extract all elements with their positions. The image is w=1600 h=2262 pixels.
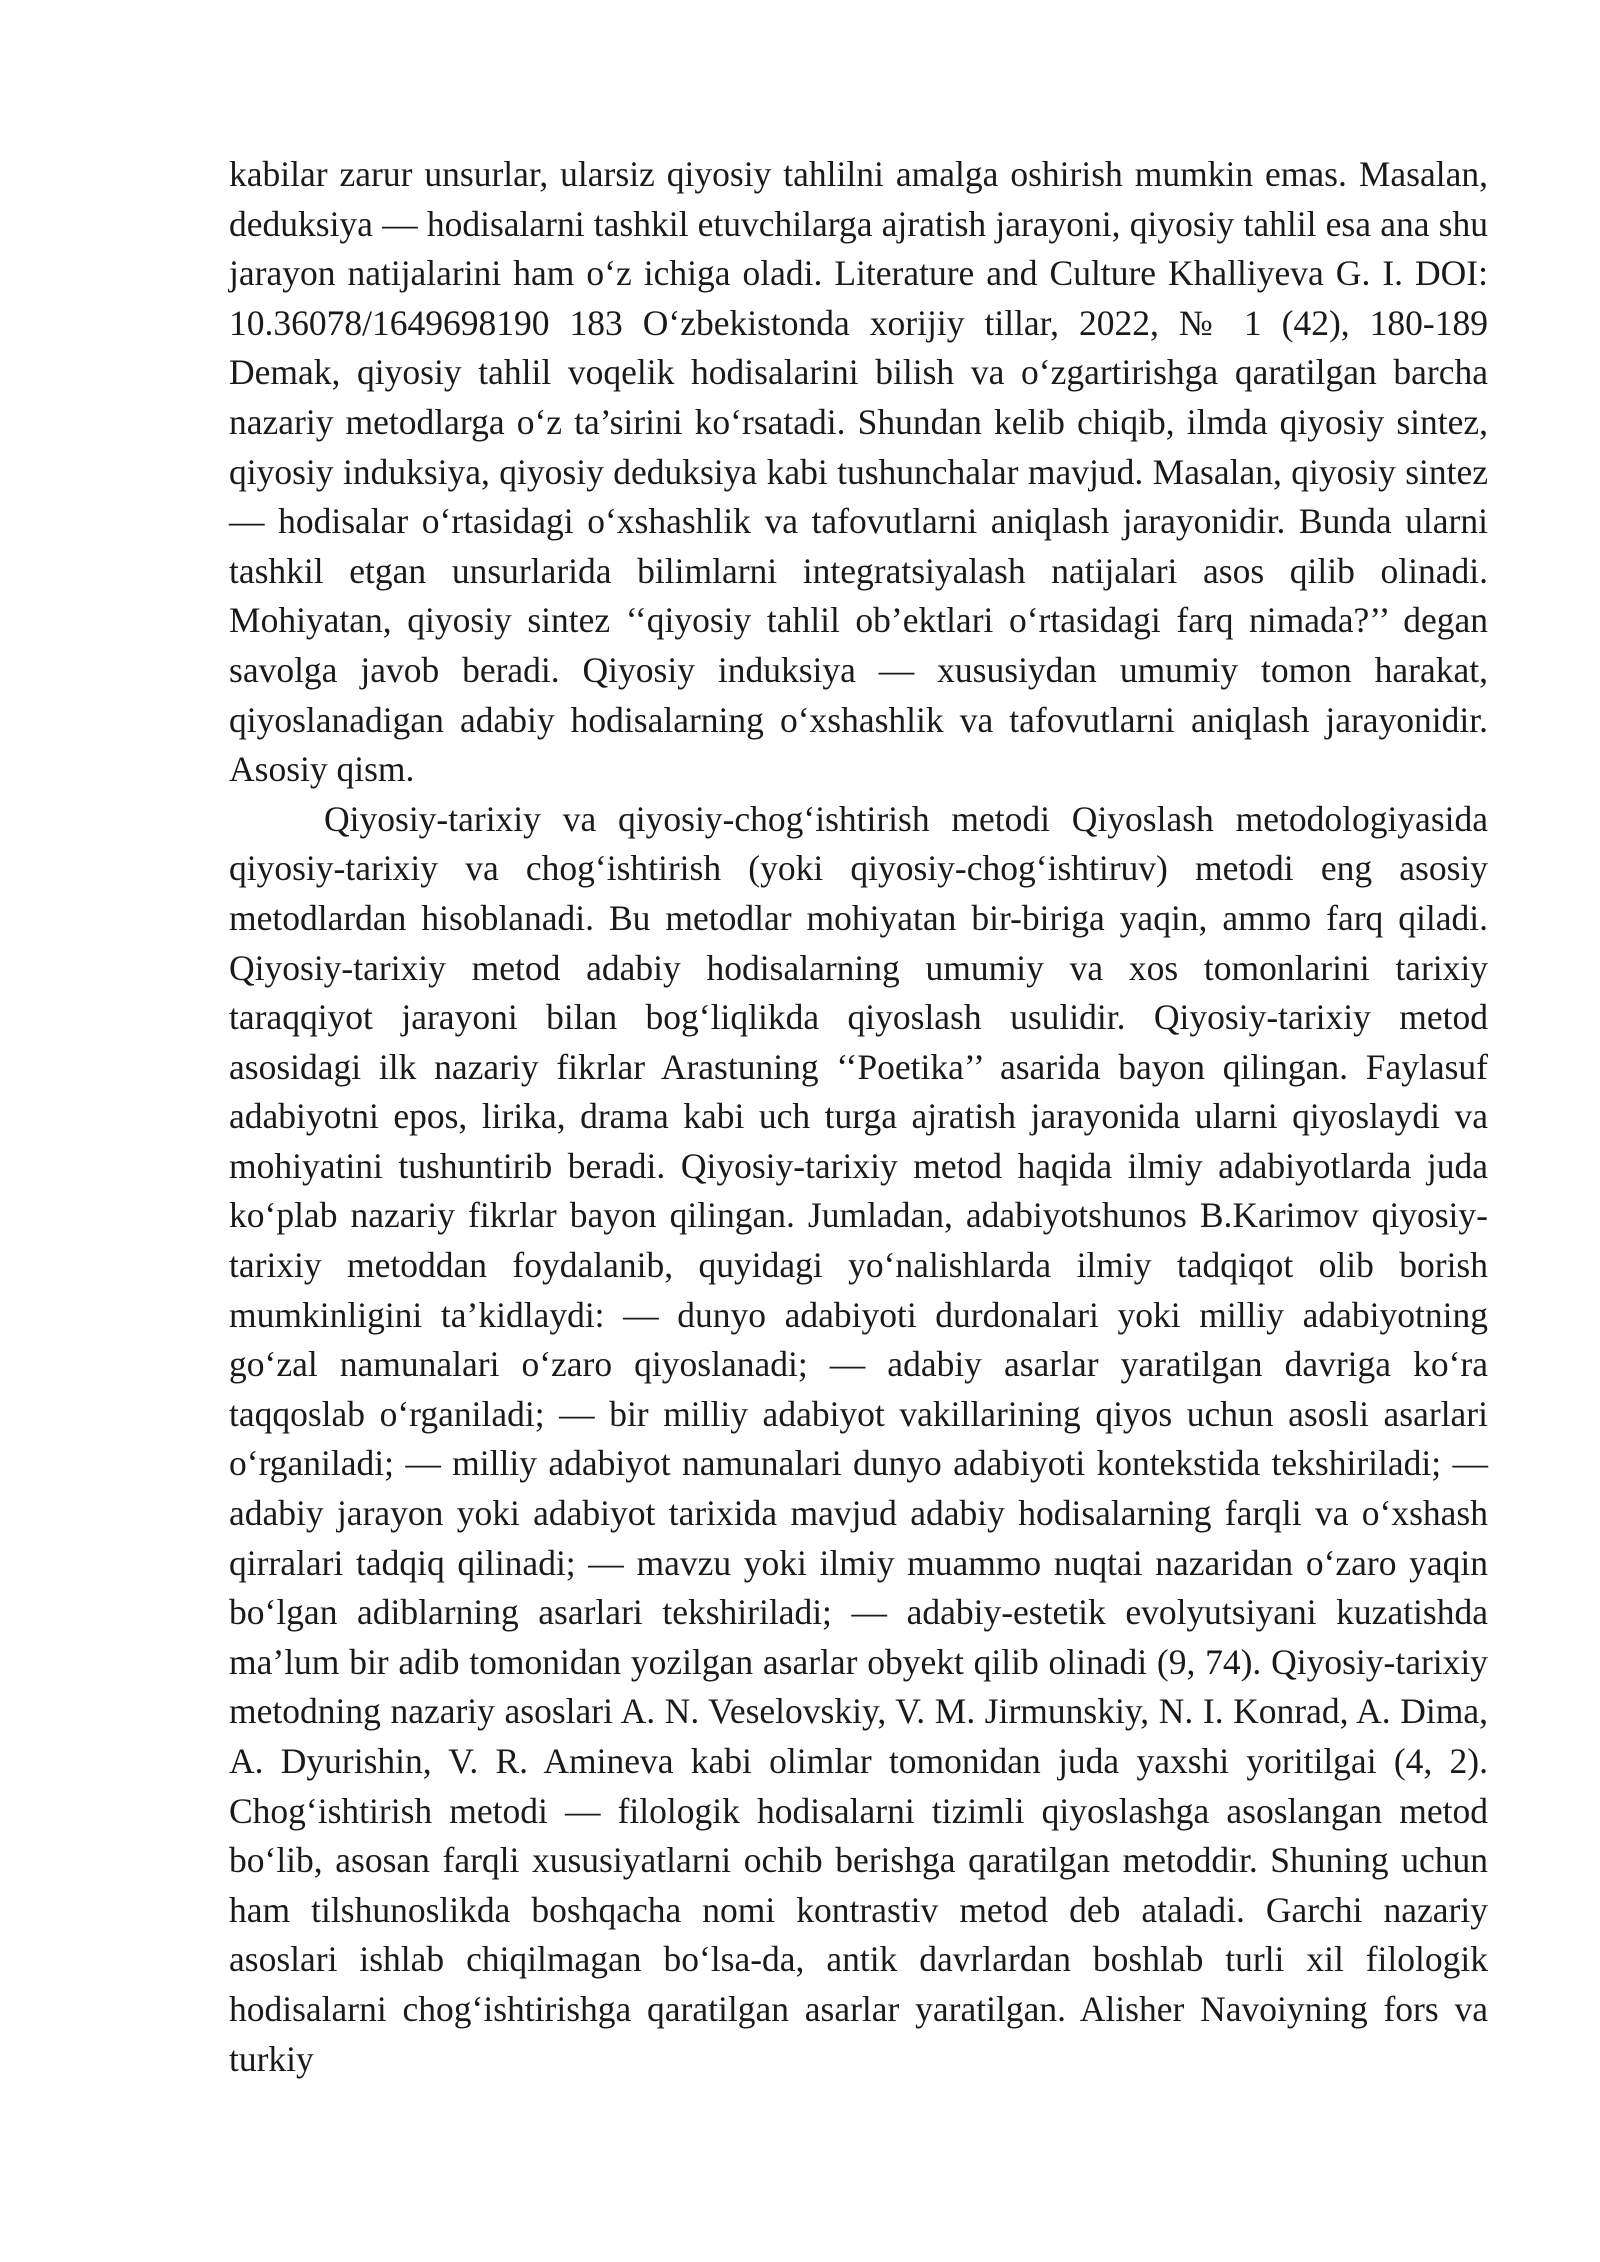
- paragraph-continued: kabilar zarur unsurlar, ularsiz qiyosiy tahlilni amalga oshirish mumkin emas. Masalan, deduksiya — hodisalarni tashkil etuvchilarga ajratish jarayoni, qiyosiy tahlil esa ana shu jarayon natijalarini ham o‘z ichiga oladi. Literature and Culture Khalliyeva G. I. DOI: 10.36078/1649698190 183 O‘zbekistonda xorijiy tillar, 2022, № 1 (42), 180-189 Demak, qiyosiy tahlil voqelik hodisalarini bilish va o‘zgartirishga qaratilgan barcha nazariy metodlarga o‘z ta’sirini ko‘rsatadi. Shundan kelib chiqib, ilmda qiyosiy sintez, qiyosiy induksiya, qiyosiy deduksiya kabi tushunchalar mavjud. Masalan, qiyosiy sintez — hodisalar o‘rtasidagi o‘xshashlik va tafovutlarni aniqlash jarayonidir. Bunda ularni tashkil etgan unsurlarida bilimlarni integratsiyalash natijalari asos qilib olinadi. Mohiyatan, qiyosiy sintez ‘‘qiyosiy tahlil ob’ektlari o‘rtasidagi farq nimada?’’ degan savolga javob beradi. Qiyosiy induksiya — xususiydan umumiy tomon harakat, qiyoslanadigan adabiy hodisalarning o‘xshashlik va tafovutlarni aniqlash jarayonidir. Asosiy qism.: [229, 154, 1488, 790]
- body-text: [229, 150, 1488, 2084]
- paragraph-comparative-methods: Qiyosiy-tarixiy va qiyosiy-chog‘ishtirish metodi Qiyoslash metodologiyasida qiyosiy-tarixiy va chog‘ishtirish (yoki qiyosiy-chog‘ishtiruv) metodi eng asosiy metodlardan hisoblanadi. Bu metodlar mohiyatan bir-biriga yaqin, ammo farq qiladi. Qiyosiy-tarixiy metod adabiy hodisalarning umumiy va xos tomonlarini tarixiy taraqqiyot jarayoni bilan bog‘liqlikda qiyoslash usulidir. Qiyosiy-tarixiy metod asosidagi ilk nazariy fikrlar Arastuning ‘‘Poetika’’ asarida bayon qilingan. Faylasuf adabiyotni epos, lirika, drama kabi uch turga ajratish jarayonida ularni qiyoslaydi va mohiyatini tushuntirib beradi. Qiyosiy-tarixiy metod haqida ilmiy adabiyotlarda juda ko‘plab nazariy fikrlar bayon qilingan. Jumladan, adabiyotshunos B.Karimov qiyosiy-tarixiy metoddan foydalanib, quyidagi yo‘nalishlarda ilmiy tadqiqot olib borish mumkinligini ta’kidlaydi: — dunyo adabiyoti durdonalari yoki milliy adabiyotning go‘zal namunalari o‘zaro qiyoslanadi; — adabiy asarlar yaratilgan davriga ko‘ra taqqoslab o‘rganiladi; — bir milliy adabiyot vakillarining qiyos uchun asosli asarlari o‘rganiladi; — milliy adabiyot namunalari dunyo adabiyoti kontekstida tekshiriladi; — adabiy jarayon yoki adabiyot tarixida mavjud adabiy hodisalarning farqli va o‘xshash qirralari tadqiq qilinadi; — mavzu yoki ilmiy muammo nuqtai nazaridan o‘zaro yaqin bo‘lgan adiblarning asarlari tekshiriladi; — adabiy-estetik evolyutsiyani kuzatishda ma’lum bir adib tomonidan yozilgan asarlar obyekt qilib olinadi (9, 74). Qiyosiy-tarixiy metodning nazariy asoslari A. N. Veselovskiy, V. M. Jirmunskiy, N. I. Konrad, A. Dima, A. Dyurishin, V. R. Amineva kabi olimlar tomonidan juda yaxshi yoritilgai (4, 2). Chog‘ishtirish metodi — filologik hodisalarni tizimli qiyoslashga asoslangan metod bo‘lib, asosan farqli xususiyatlarni ochib berishga qaratilgan metoddir. Shuning uchun ham tilshunoslikda boshqacha nomi kontrastiv metod deb ataladi. Garchi nazariy asoslari ishlab chiqilmagan bo‘lsa-da, antik davrlardan boshlab turli xil filologik hodisalarni chog‘ishtirishga qaratilgan asarlar yaratilgan. Alisher Navoiyning fors va turkiy: [229, 798, 1488, 2079]
